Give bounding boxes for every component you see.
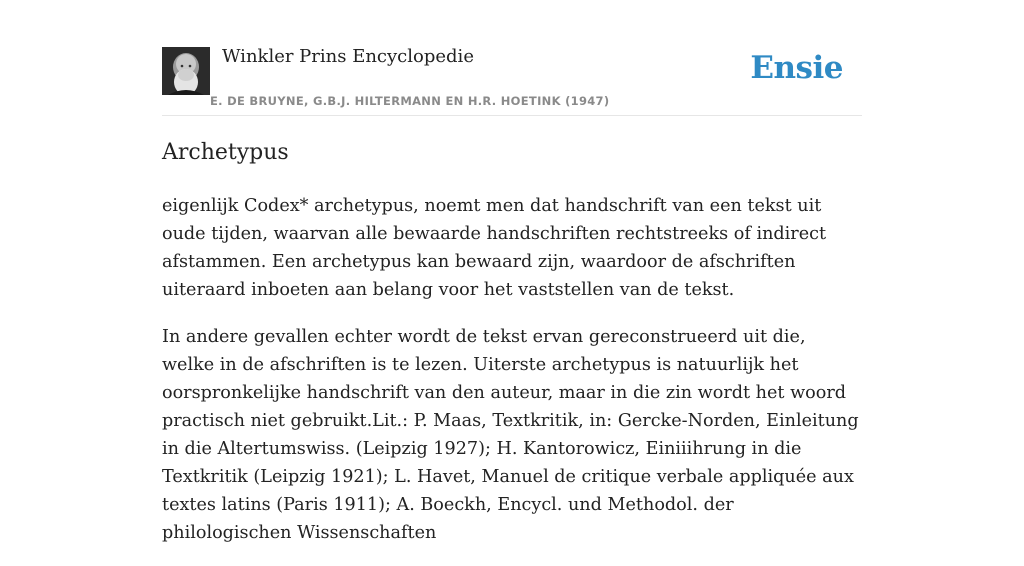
- content-container: [162, 0, 862, 543]
- article-paragraph: In andere gevallen echter wordt de tekst ervan gereconstrueerd uit die, welke in de afschriften is te lezen. Uiterste archetypus is natuurlijk het oorspronkelijke handschrift van den auteur, maar in die zin wordt het woord practisch niet gebruikt.Lit.: P. Maas, Textkritik, in: Gercke-Norden, Einleitung in die Altertumswiss. (Leipzig 1927); H. Kantorowicz, Einiiihrung in die Textkritik (Leipzig 1921); L. Havet, Manuel de critique verbale appliquée aux textes latins (Paris 1911); A. Boeckh, Encycl. und Methodol. der philologischen Wissenschaften: [162, 327, 859, 543]
- ensie-logo[interactable]: Ensie: [750, 50, 843, 86]
- article-title: Archetypus: [162, 140, 289, 165]
- source-title[interactable]: Winkler Prins Encyclopedie: [222, 46, 474, 67]
- article-body: [162, 192, 862, 566]
- source-header: [162, 0, 862, 116]
- article-paragraph: eigenlijk Codex* archetypus, noemt men dat handschrift van een tekst uit oude tijden, waarvan alle bewaarde handschriften rechtstreeks of indirect afstammen. Een archetypus kan bewaard zijn, waardoor de afschriften uiteraard inboeten aan belang voor het vaststellen van de tekst.: [162, 196, 827, 300]
- source-authors: E. DE BRUYNE, G.B.J. HILTERMANN EN H.R. HOETINK (1947): [210, 94, 610, 108]
- author-avatar[interactable]: [162, 47, 210, 95]
- portrait-image: [162, 47, 210, 95]
